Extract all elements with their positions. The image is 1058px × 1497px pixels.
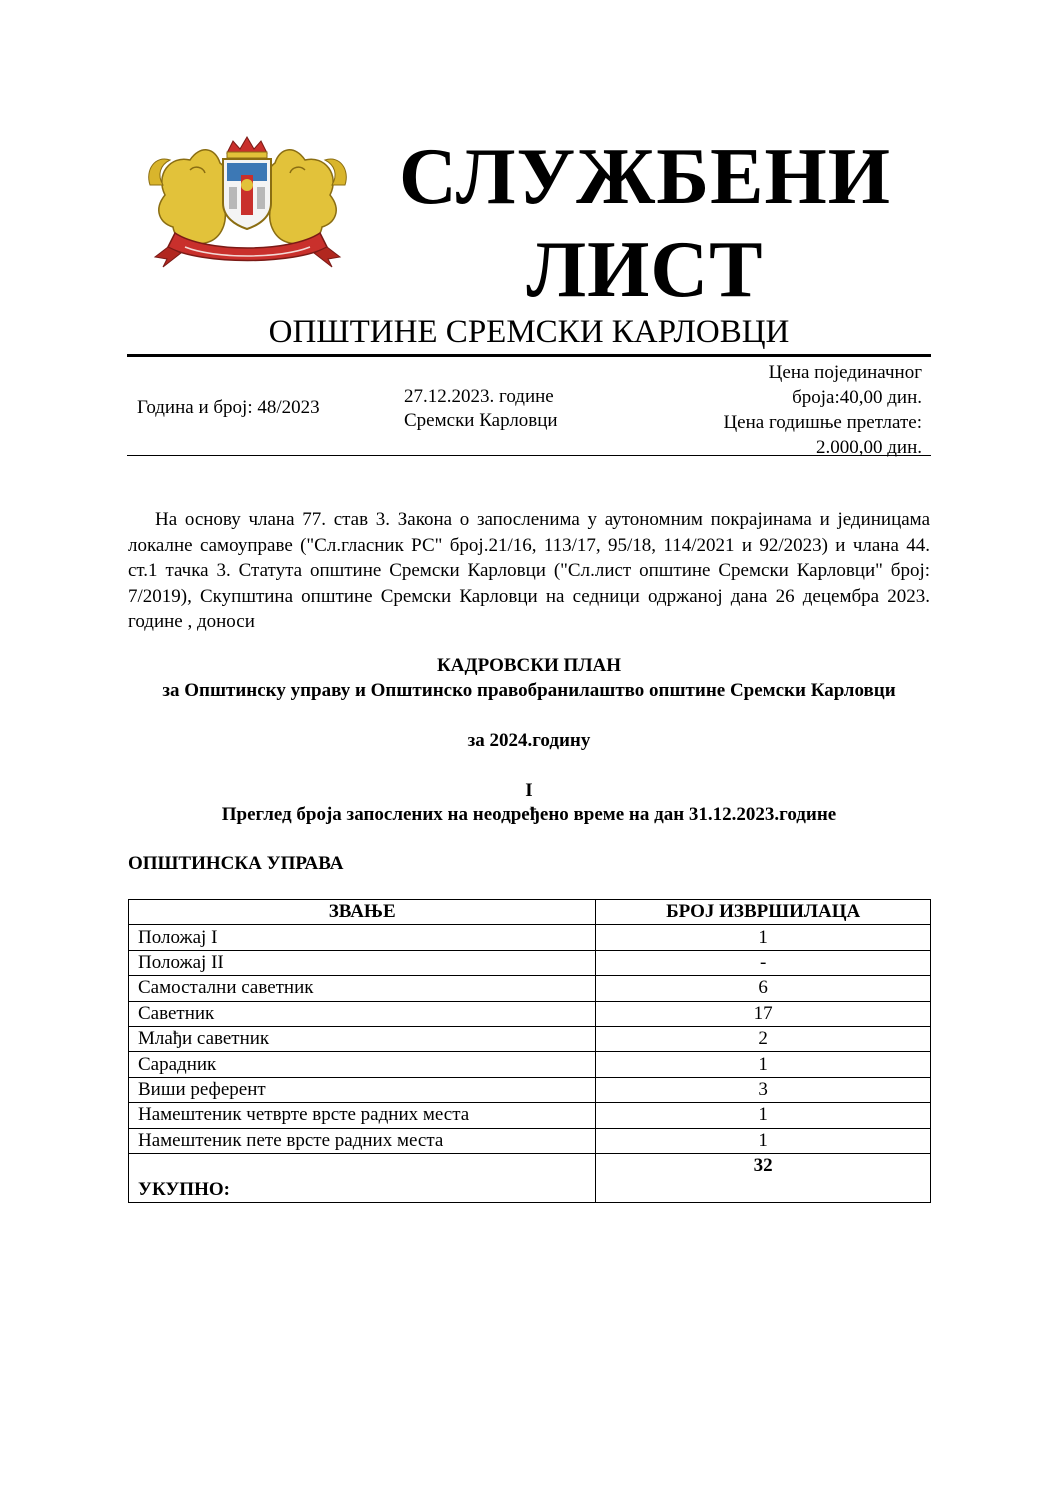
issue-date: 27.12.2023. године: [404, 386, 554, 407]
plan-title: КАДРОВСКИ ПЛАН: [437, 655, 621, 676]
staff-count-cell: 2: [596, 1026, 931, 1051]
section-title: Преглед броја запослених на неодређено време на дан 31.12.2023.године: [221, 804, 837, 825]
date-place-block: [404, 385, 558, 433]
price-annual-line2: 2.000,00 дин.: [815, 437, 922, 458]
staff-count-cell: 1: [596, 1128, 931, 1153]
rank-title-cell: Саветник: [129, 1001, 596, 1026]
price-single-line1: Цена појединачног: [768, 362, 922, 383]
total-value: 32: [596, 1153, 931, 1202]
staff-count-cell: 1: [596, 1103, 931, 1128]
rank-title-cell: Млађи саветник: [129, 1026, 596, 1051]
gazette-subtitle: ОПШТИНЕ СРЕМСКИ КАРЛОВЦИ: [268, 314, 790, 350]
total-label: УКУПНО:: [129, 1153, 596, 1202]
staff-count-cell: 17: [596, 1001, 931, 1026]
table-header-row: [129, 900, 931, 925]
rank-title-cell: Намештеник четврте врсте радних места: [129, 1103, 596, 1128]
price-single-line2: броја:40,00 дин.: [792, 387, 922, 408]
rank-title-cell: Положај I: [129, 925, 596, 950]
section-number: I: [525, 780, 533, 801]
column-header-title: ЗВАЊЕ: [129, 900, 596, 925]
table-row: [129, 925, 931, 950]
staff-count-cell: 3: [596, 1077, 931, 1102]
table-row: [129, 1103, 931, 1128]
price-annual-line1: Цена годишње претлате:: [723, 412, 922, 433]
staff-count-table: [128, 899, 931, 1203]
gazette-title-line2: ЛИСТ: [526, 226, 764, 314]
staff-count-cell: 1: [596, 1052, 931, 1077]
rank-title-cell: Положај II: [129, 950, 596, 975]
table-total-row: [129, 1153, 931, 1202]
rank-title-cell: Сарадник: [129, 1052, 596, 1077]
masthead-top-rule: [127, 354, 931, 357]
staff-count-cell: 6: [596, 976, 931, 1001]
table-row: [129, 1052, 931, 1077]
gazette-title-line1: СЛУЖБЕНИ: [399, 133, 891, 221]
table-row: [129, 1026, 931, 1051]
rank-title-cell: Виши референт: [129, 1077, 596, 1102]
staff-count-cell: 1: [596, 925, 931, 950]
table-row: [129, 976, 931, 1001]
rank-title-cell: Самостални саветник: [129, 976, 596, 1001]
table-row: [129, 1077, 931, 1102]
staff-count-cell: -: [596, 950, 931, 975]
department-heading: ОПШТИНСКА УПРАВА: [128, 853, 344, 874]
table-row: [129, 1001, 931, 1026]
plan-subtitle: за Општинску управу и Општинско правобранилаштво општине Сремски Карловци: [162, 680, 896, 701]
table-row: [129, 1128, 931, 1153]
rank-title-cell: Намештеник пете врсте радних места: [129, 1128, 596, 1153]
issue-number: Година и број: 48/2023: [137, 397, 320, 418]
coat-of-arms-logo: [145, 135, 350, 270]
intro-paragraph: На основу члана 77. став 3. Закона о запосленима у аутономним покрајинама и јединицама локалне самоуправе ("Сл.гласник РС" број.21/16, 113/17, 95/18, 114/2021 и 92/2023) и члана 44. ст.1 тачка 3. Статута општине Сремски Карловци ("Сл.лист општине Сремски Карловци" број: 7/2019), Скупштина општине Сремски Карловци на седници одржаној дана 26 децембра 2023. године , доноси: [128, 509, 930, 632]
issue-place: Сремски Карловци: [404, 410, 558, 431]
plan-year: за 2024.годину: [467, 730, 591, 751]
price-block: [660, 360, 922, 460]
masthead-bottom-rule: [127, 455, 931, 456]
column-header-count: БРОЈ ИЗВРШИЛАЦА: [596, 900, 931, 925]
table-row: [129, 950, 931, 975]
